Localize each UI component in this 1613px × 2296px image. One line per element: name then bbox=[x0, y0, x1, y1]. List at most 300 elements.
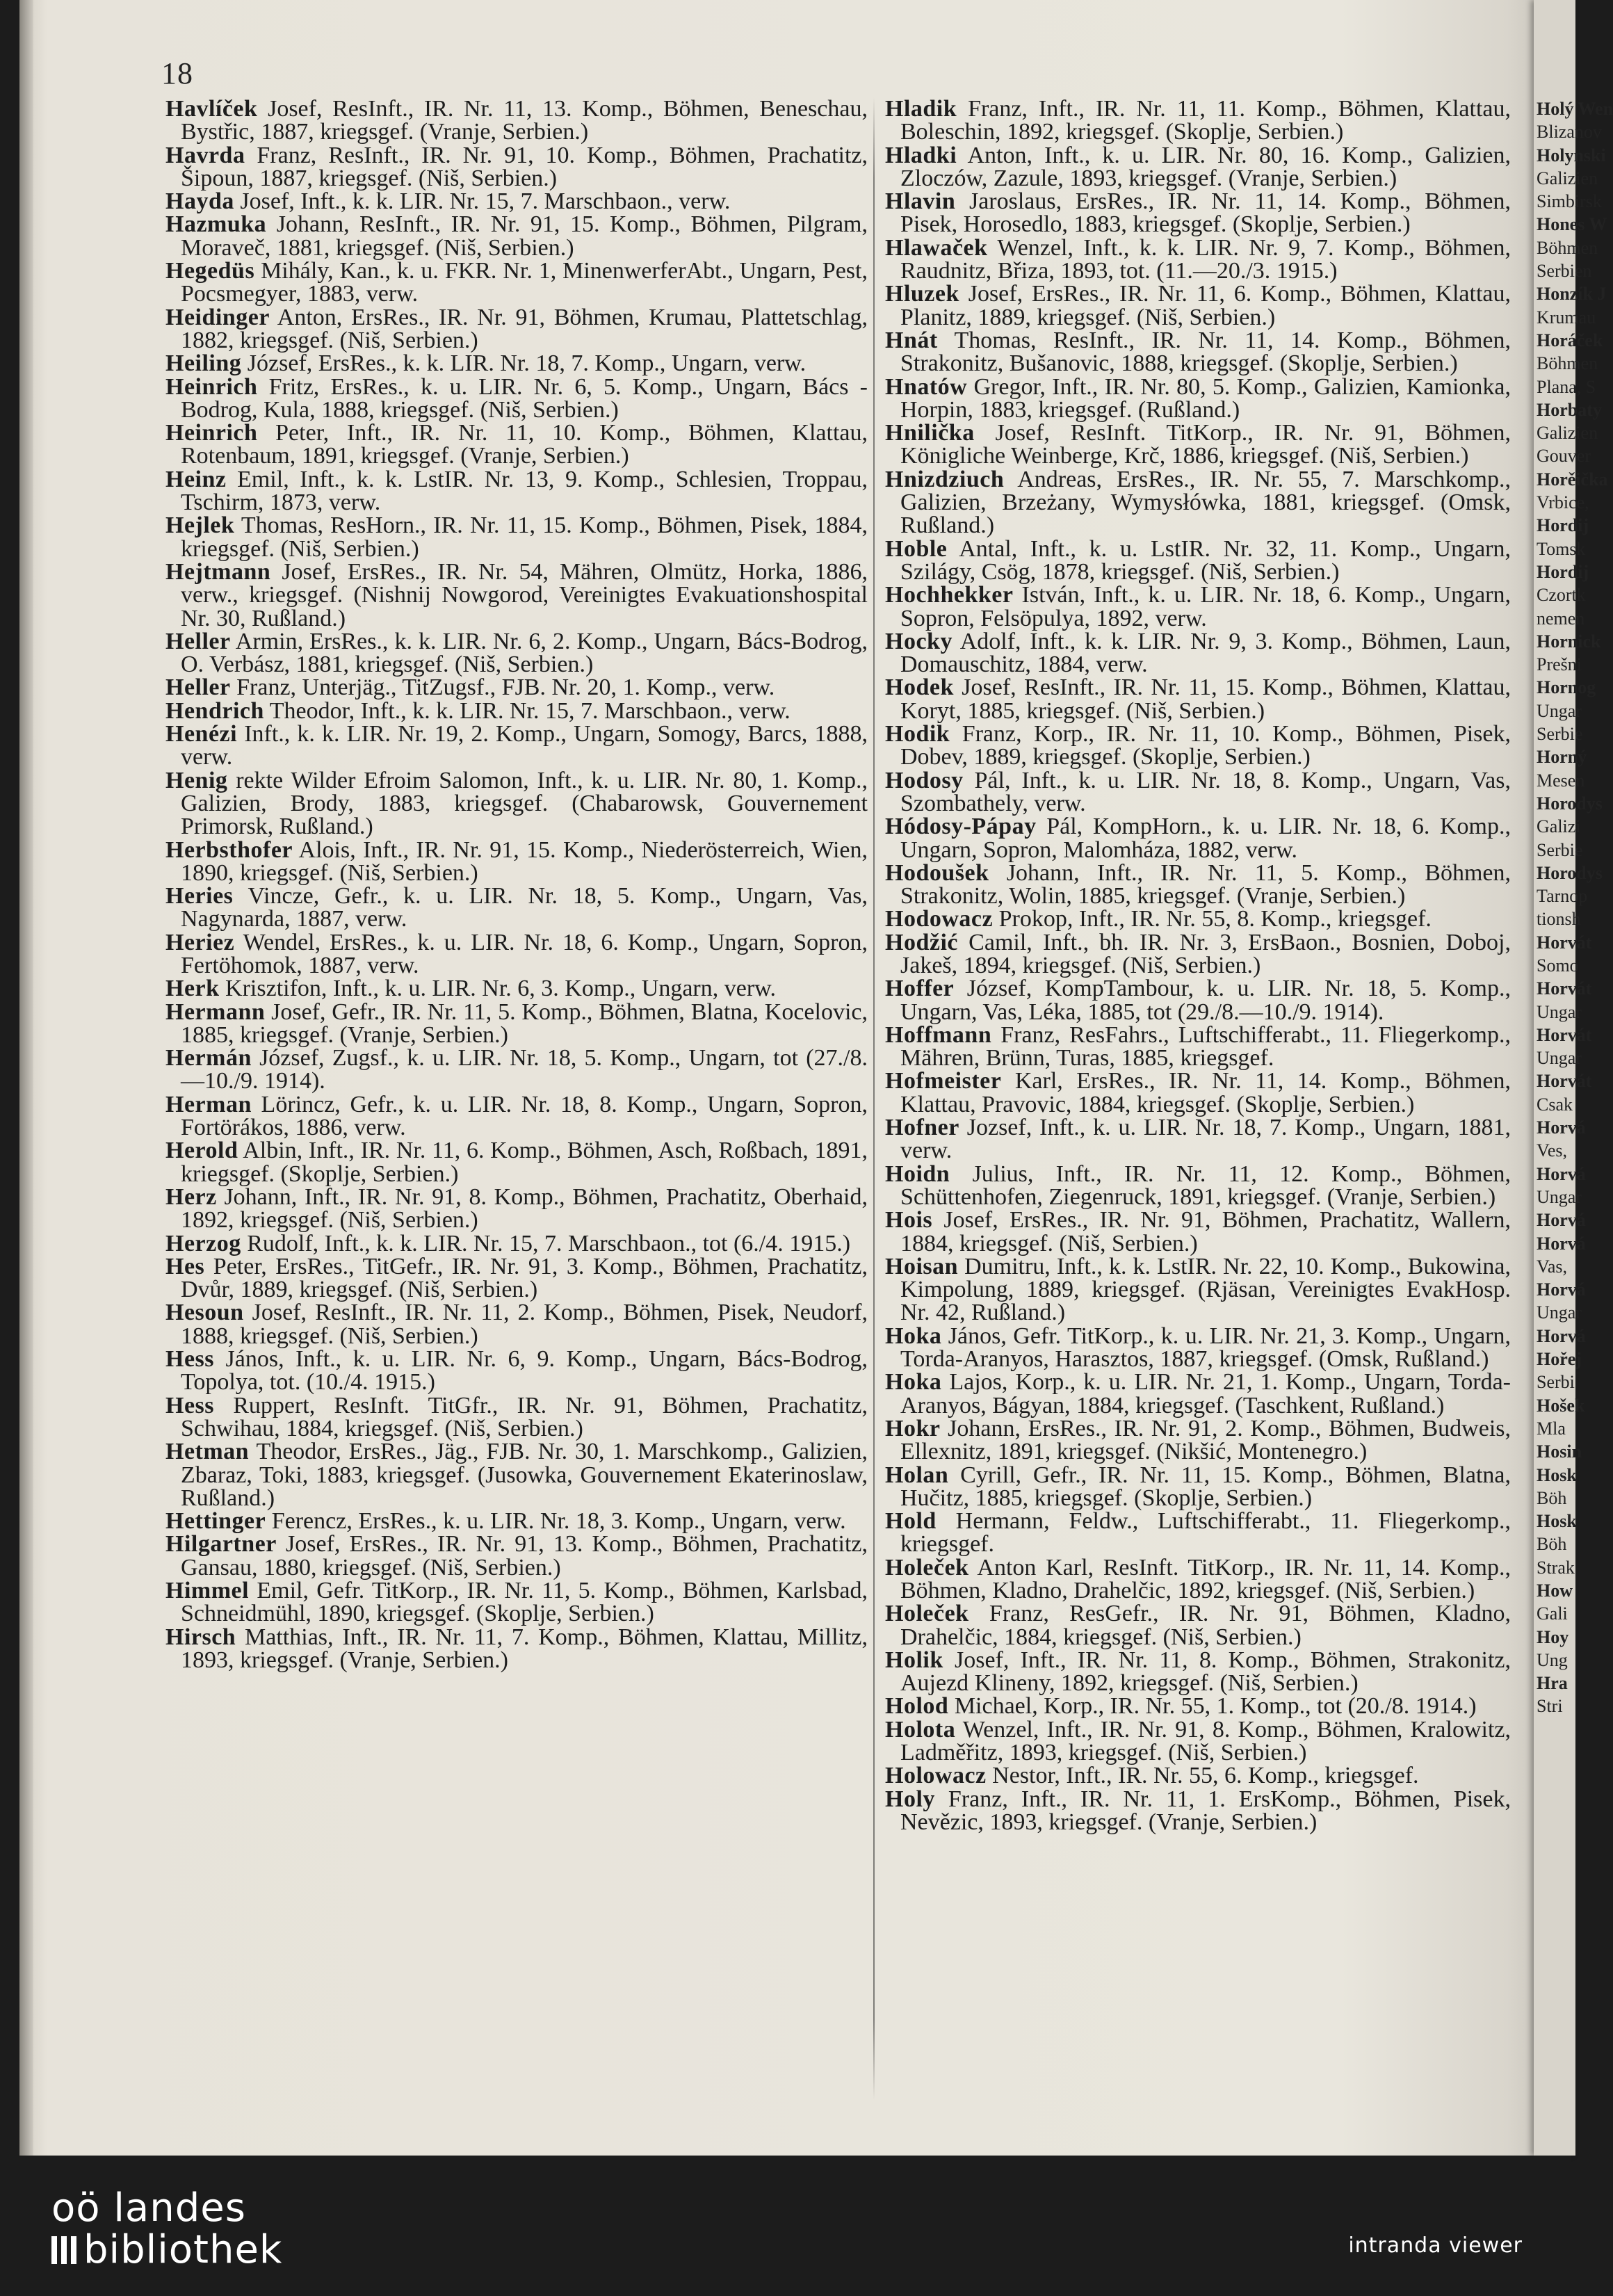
page-number: 18 bbox=[161, 56, 193, 90]
entry-surname: Hazmuka bbox=[165, 211, 267, 238]
entry-details: Franz, Inft., IR. Nr. 11, 11. Komp., Böhmen, Klattau, Boleschin, 1892, kriegsgef. (Skoplje, Serbien.) bbox=[900, 96, 1511, 145]
entry-details: Karl, ErsRes., IR. Nr. 11, 14. Komp., Böhmen, Klattau, Pravovic, 1884, kriegsgef. (Skoplje, Serbien.) bbox=[900, 1068, 1511, 1117]
adjacent-page-fragment: Ungar bbox=[1537, 1186, 1582, 1207]
entry-details: Anton, Inft., k. u. LIR. Nr. 80, 16. Komp., Galizien, Zloczów, Zazule, 1893, kriegsgef. (Vranje, Serbien.) bbox=[900, 142, 1511, 191]
adjacent-page-fragment: Ves, bbox=[1537, 1140, 1568, 1161]
entry-details: rekte Wilder Efroim Salomon, Inft., k. u. LIR. Nr. 80, 1. Komp., Galizien, Brody, 1883, kriegsgef. (Chabarowsk, Gouvernement Primorsk, Rußland.) bbox=[181, 767, 868, 840]
entry-details: Josef, ErsRes., IR. Nr. 11, 6. Komp., Böhmen, Klattau, Planitz, 1889, kriegsgef. (Niš, Serbien.) bbox=[900, 281, 1511, 330]
adjacent-page-fragment: Gali bbox=[1537, 1603, 1568, 1624]
adjacent-page-fragment: Hoy bbox=[1537, 1626, 1569, 1647]
entry-surname: Himmel bbox=[165, 1578, 250, 1603]
register-entry bbox=[165, 560, 868, 630]
register-entry bbox=[165, 421, 868, 468]
entry-surname: Heries bbox=[165, 883, 234, 909]
adjacent-page-fragment: Simbirsk bbox=[1537, 191, 1602, 212]
entry-details: Josef, ErsRes., IR. Nr. 91, 13. Komp., Böhmen, Prachatitz, Gansau, 1880, kriegsgef. (Niš, Serbien.) bbox=[181, 1531, 868, 1580]
entry-details: Fritz, ErsRes., k. u. LIR. Nr. 6, 5. Komp., Ungarn, Bács - Bodrog, Kula, 1888, kriegsgef. (Niš, Serbien.) bbox=[181, 373, 868, 423]
entry-surname: Hnát bbox=[885, 327, 938, 353]
entry-details: Adolf, Inft., k. k. LIR. Nr. 9, 3. Komp., Böhmen, Laun, Domauschitz, 1884, verw. bbox=[900, 628, 1511, 678]
register-entry bbox=[165, 144, 868, 191]
adjacent-page-fragment: Horvá bbox=[1537, 1117, 1586, 1138]
register-entry bbox=[885, 977, 1511, 1024]
register-entry bbox=[165, 1255, 868, 1302]
register-entry bbox=[885, 144, 1511, 191]
register-entry bbox=[885, 676, 1511, 722]
entry-details: Albin, Inft., IR. Nr. 11, 6. Komp., Böhmen, Asch, Roßbach, 1891, kriegsgef. (Skoplje, Serbien.) bbox=[181, 1138, 868, 1187]
register-entry bbox=[165, 836, 868, 886]
entry-details: Johann, Inft., IR. Nr. 91, 8. Komp., Böhmen, Prachatitz, Oberhaid, 1892, kriegsgef. (Niš, Serbien.) bbox=[181, 1183, 868, 1234]
entry-details: Matthias, Inft., IR. Nr. 11, 7. Komp., Böhmen, Klattau, Millitz, 1893, kriegsgef. (Vranje, Serbien.) bbox=[181, 1624, 868, 1673]
adjacent-page-fragment: Ung bbox=[1537, 1649, 1568, 1670]
register-entry bbox=[885, 421, 1511, 468]
column-divider bbox=[873, 97, 875, 2100]
register-entry bbox=[885, 375, 1511, 422]
adjacent-page-fragment: Hošek bbox=[1537, 1395, 1585, 1416]
entry-details: Vincze, Gefr., k. u. LIR. Nr. 18, 5. Komp., Ungarn, Vas, Nagynarda, 1887, verw. bbox=[181, 883, 868, 932]
entry-details: Anton Karl, ResInft. TitKorp., IR. Nr. 11, 14. Komp., Böhmen, Kladno, Drahelčic, 1892, kriegsgef. (Niš, Serbien.) bbox=[900, 1554, 1511, 1603]
entry-surname: Hoka bbox=[885, 1369, 942, 1396]
entry-details: Gregor, Inft., IR. Nr. 80, 5. Komp., Galizien, Kamionka, Horpin, 1883, kriegsgef. (Rußland.) bbox=[900, 373, 1511, 423]
adjacent-page-fragment: Serbie bbox=[1537, 839, 1583, 860]
register-entry bbox=[885, 1069, 1511, 1116]
entry-surname: Holowacz bbox=[885, 1763, 987, 1789]
entry-details: Lajos, Korp., k. u. LIR. Nr. 21, 1. Komp., Ungarn, Torda-Aranyos, Bágyan, 1884, kriegsgef. (Taschkent, Rußland.) bbox=[900, 1369, 1511, 1418]
entry-surname: Heriez bbox=[165, 929, 235, 955]
entry-surname: Hirsch bbox=[165, 1624, 236, 1650]
entry-surname: Hodik bbox=[885, 721, 950, 747]
entry-details: Johann, Inft., IR. Nr. 11, 5. Komp., Böhmen, Strakonitz, Wolin, 1885, kriegsgef. (Vranje, Serbien.) bbox=[900, 859, 1511, 909]
entry-surname: Hoidn bbox=[885, 1161, 950, 1187]
register-entry bbox=[165, 1510, 868, 1533]
entry-surname: Hodoušek bbox=[885, 859, 989, 886]
register-entry bbox=[165, 1232, 868, 1255]
adjacent-page-fragment: Gouver bbox=[1537, 446, 1591, 467]
adjacent-page-fragment: Ungar bbox=[1537, 700, 1582, 721]
register-entry bbox=[885, 583, 1511, 630]
entry-details: Josef, ResInft., IR. Nr. 11, 13. Komp., Böhmen, Beneschau, Bystřic, 1887, kriegsgef. (Vranje, Serbien.) bbox=[181, 96, 868, 145]
adjacent-page-fragment: Horvá bbox=[1537, 1233, 1586, 1254]
entry-surname: Hokr bbox=[885, 1415, 941, 1441]
adjacent-page-fragment: Ungar bbox=[1537, 1001, 1582, 1022]
entry-details: Theodor, ErsRes., Jäg., FJB. Nr. 30, 1. Marschkomp., Galizien, Zbaraz, Toki, 1883, kriegsgef. (Jusowka, Gouvernement Ekaterinoslaw, Rußland.) bbox=[181, 1439, 868, 1511]
register-entry bbox=[165, 1348, 868, 1394]
entry-surname: Hodek bbox=[885, 674, 954, 701]
register-entry bbox=[885, 1116, 1511, 1163]
adjacent-page-fragment: Böh bbox=[1537, 1534, 1567, 1555]
entry-surname: Henig bbox=[165, 767, 228, 793]
register-entry bbox=[885, 722, 1511, 769]
entry-details: István, Inft., k. u. LIR. Nr. 18, 6. Komp., Ungarn, Sopron, Felsöpulya, 1892, verw. bbox=[900, 582, 1511, 631]
adjacent-page-fragment: Horbaty bbox=[1537, 399, 1602, 420]
entry-details: Ruppert, ResInft. TitGfr., IR. Nr. 91, Böhmen, Prachatitz, Schwihau, 1884, kriegsgef. (Niš, Serbien.) bbox=[181, 1392, 868, 1441]
adjacent-page-fragment: Blizanov bbox=[1537, 122, 1602, 143]
library-logo[interactable] bbox=[51, 2185, 283, 2272]
register-entry bbox=[885, 907, 1511, 930]
entry-details: Josef, ResInft., IR. Nr. 11, 15. Komp., Böhmen, Klattau, Koryt, 1885, kriegsgef. (Niš, Serbien.) bbox=[900, 674, 1511, 724]
entry-surname: Hettinger bbox=[165, 1508, 266, 1535]
entry-surname: Holeček bbox=[885, 1601, 969, 1627]
register-entry bbox=[885, 468, 1511, 537]
adjacent-page-fragment: Strak bbox=[1537, 1557, 1575, 1578]
entry-surname: Heinz bbox=[165, 466, 227, 492]
adjacent-page-fragment: Czortk bbox=[1537, 585, 1586, 606]
entry-surname: Havlíček bbox=[165, 96, 258, 122]
register-entry bbox=[165, 1093, 868, 1140]
adjacent-page-fragment: Böhmen bbox=[1537, 237, 1598, 258]
register-entry bbox=[885, 630, 1511, 677]
register-entry bbox=[885, 1464, 1511, 1510]
register-entry bbox=[885, 931, 1511, 978]
register-entry bbox=[165, 514, 868, 560]
adjacent-page-fragment: Ungar bbox=[1537, 1048, 1582, 1069]
entry-details: Camil, Inft., bh. IR. Nr. 3, ErsBaon., Bosnien, Doboj, Jakeš, 1894, kriegsgef. (Niš, Serbien.) bbox=[900, 929, 1511, 978]
entry-details: Josef, ResInft. TitKorp., IR. Nr. 91, Böhmen, Königliche Weinberge, Krč, 1886, kriegsgef. (Niš, Serbien.) bbox=[900, 420, 1511, 469]
register-entry bbox=[165, 259, 868, 306]
entry-details: Krisztifon, Inft., k. u. LIR. Nr. 6, 3. Komp., Ungarn, verw. bbox=[219, 976, 776, 1002]
adjacent-page-fragment: Honzík J bbox=[1537, 284, 1607, 305]
register-entry bbox=[885, 1718, 1511, 1765]
entry-details: Franz, Inft., IR. Nr. 11, 1. ErsKomp., Böhmen, Pisek, Nevězic, 1893, kriegsgef. (Vranje, Serbien.) bbox=[900, 1786, 1511, 1835]
entry-details: Anton, ErsRes., IR. Nr. 91, Böhmen, Krumau, Plattetschlag, 1882, kriegsgef. (Niš, Serbien.) bbox=[181, 304, 868, 353]
entry-surname: Hendrich bbox=[165, 697, 264, 724]
register-entry bbox=[885, 1255, 1511, 1325]
entry-surname: Hois bbox=[885, 1207, 933, 1234]
register-entry bbox=[885, 1417, 1511, 1464]
register-entry bbox=[885, 97, 1511, 144]
register-entry bbox=[885, 769, 1511, 816]
adjacent-page-fragment: Vas, bbox=[1537, 1256, 1568, 1277]
entry-details: Jozsef, Inft., k. u. LIR. Nr. 18, 7. Komp., Ungarn, 1881, verw. bbox=[900, 1115, 1511, 1164]
register-entry bbox=[885, 236, 1511, 283]
entry-surname: Hoffmann bbox=[885, 1021, 992, 1048]
entry-details: Emil, Inft., k. k. LstIR. Nr. 13, 9. Komp., Schlesien, Troppau, Tschirm, 1873, verw. bbox=[181, 466, 868, 516]
entry-surname: Hódosy-Pápay bbox=[885, 814, 1037, 840]
logo-text-line2: bibliothek bbox=[83, 2227, 283, 2272]
adjacent-page-fragment: Mla bbox=[1537, 1418, 1566, 1439]
register-entry bbox=[885, 282, 1511, 329]
entry-surname: Hoffer bbox=[885, 976, 955, 1002]
adjacent-page-fragment: Horvát bbox=[1537, 978, 1592, 999]
entry-surname: Hermán bbox=[165, 1045, 252, 1072]
entry-surname: Hilgartner bbox=[165, 1531, 277, 1558]
entry-details: József, Zugsf., k. u. LIR. Nr. 18, 5. Komp., Ungarn, tot (27./8.—10./9. 1914). bbox=[181, 1045, 868, 1094]
entry-surname: Hocky bbox=[885, 628, 953, 654]
entry-details: József, KompTambour, k. u. LIR. Nr. 18, 5. Komp., Ungarn, Vas, Léka, 1885, tot (29./8.—10./9. 1914). bbox=[900, 976, 1511, 1025]
left-column bbox=[165, 97, 868, 1672]
adjacent-page-fragment: Hordij bbox=[1537, 561, 1589, 582]
adjacent-page-fragment: Mesen bbox=[1537, 770, 1585, 791]
entry-details: Johann, ResInft., IR. Nr. 91, 15. Komp., Böhmen, Pilgram, Moraveč, 1881, kriegsgef. (Niš, Serbien.) bbox=[181, 211, 868, 261]
register-entry bbox=[165, 1394, 868, 1441]
register-entry bbox=[165, 1579, 868, 1626]
entry-details: Nestor, Inft., IR. Nr. 55, 6. Komp., kriegsgef. bbox=[986, 1763, 1419, 1789]
register-entry bbox=[165, 1046, 868, 1093]
entry-details: Peter, ErsRes., TitGefr., IR. Nr. 91, 3. Komp., Böhmen, Prachatitz, Dvůr, 1889, kriegsgef. (Niš, Serbien.) bbox=[181, 1253, 868, 1303]
register-entry bbox=[165, 1533, 868, 1579]
adjacent-page-fragment: Galizien bbox=[1537, 423, 1598, 444]
adjacent-page-fragment: Böhmen bbox=[1537, 353, 1598, 374]
entry-details: Franz, ResFahrs., Luftschifferabt., 11. Fliegerkomp., Mähren, Brünn, Turas, 1885, kriegsgef. bbox=[900, 1021, 1511, 1072]
entry-surname: Hodowacz bbox=[885, 906, 994, 932]
entry-surname: Hlavin bbox=[885, 188, 956, 215]
adjacent-page-fragment: Böh bbox=[1537, 1487, 1567, 1508]
logo-bars-icon bbox=[51, 2236, 76, 2264]
register-entry bbox=[165, 697, 868, 724]
adjacent-page-fragment: Horěička bbox=[1537, 469, 1608, 490]
entry-surname: Havrda bbox=[165, 142, 245, 168]
adjacent-page-fragment: Horáček bbox=[1537, 330, 1603, 350]
register-entry bbox=[885, 859, 1511, 909]
register-entry bbox=[165, 931, 868, 978]
adjacent-page-fragment: Serbien bbox=[1537, 261, 1592, 282]
adjacent-page-fragment: Hra bbox=[1537, 1673, 1568, 1694]
entry-details: Armin, ErsRes., k. k. LIR. Nr. 6, 2. Komp., Ungarn, Bács-Bodrog, O. Verbász, 1881, kriegsgef. (Niš, Serbien.) bbox=[181, 628, 868, 678]
register-entry bbox=[885, 1602, 1511, 1649]
adjacent-page-fragment: Hořej bbox=[1537, 1349, 1582, 1370]
entry-details: Theodor, Inft., k. k. LIR. Nr. 15, 7. Marschbaon., verw. bbox=[264, 697, 791, 724]
entry-details: Franz, ResGefr., IR. Nr. 91, Böhmen, Kladno, Drahelčic, 1884, kriegsgef. (Niš, Serbien.) bbox=[900, 1601, 1511, 1650]
adjacent-page-fragment: nemen bbox=[1537, 608, 1585, 629]
entry-details: Pál, Inft., k. u. LIR. Nr. 18, 8. Komp., Ungarn, Vas, Szombathely, verw. bbox=[900, 767, 1511, 816]
entry-surname: Hnatów bbox=[885, 373, 968, 400]
register-entry bbox=[165, 676, 868, 699]
entry-surname: Hesoun bbox=[165, 1300, 244, 1326]
entry-details: János, Gefr. TitKorp., k. u. LIR. Nr. 21, 3. Komp., Ungarn, Torda-Aranyos, Harasztos, 1887, kriegsgef. (Omsk, Rußland.) bbox=[900, 1323, 1511, 1373]
adjacent-page-fragment: Serbi bbox=[1537, 1372, 1575, 1393]
entry-details: Hermann, Feldw., Luftschifferabt., 11. Fliegerkomp., kriegsgef. bbox=[900, 1508, 1511, 1558]
entry-surname: Hochhekker bbox=[885, 582, 1014, 608]
entry-details: Lörincz, Gefr., k. u. LIR. Nr. 18, 8. Komp., Ungarn, Sopron, Fortörákos, 1886, verw. bbox=[181, 1091, 868, 1141]
entry-details: Andreas, ErsRes., IR. Nr. 55, 7. Marschkomp., Galizien, Brzeżany, Wymysłówka, 1881, kriegsgef. (Omsk, Rußland.) bbox=[900, 466, 1511, 539]
adjacent-page-fragment: How bbox=[1537, 1580, 1573, 1601]
entry-surname: Heinrich bbox=[165, 420, 258, 446]
entry-details: Emil, Gefr. TitKorp., IR. Nr. 11, 5. Komp., Böhmen, Karlsbad, Schneidmühl, 1890, kriegsgef. (Skoplje, Serbien.) bbox=[181, 1578, 868, 1627]
adjacent-page-fragment: tionsh bbox=[1537, 909, 1581, 930]
register-entry bbox=[885, 1371, 1511, 1417]
entry-surname: Heidinger bbox=[165, 304, 270, 330]
entry-surname: Holy bbox=[885, 1786, 935, 1812]
adjacent-page-fragment: Hornick bbox=[1537, 631, 1601, 652]
entry-details: Dumitru, Inft., k. k. LstIR. Nr. 22, 10. Komp., Bukowina, Kimpolung, 1889, kriegsgef. (Rjäsan, Vereinigtes EvakHosp. Nr. 42, Rußland.) bbox=[900, 1253, 1511, 1326]
register-entry bbox=[885, 1556, 1511, 1603]
register-entry bbox=[885, 1510, 1511, 1556]
entry-surname: Hoisan bbox=[885, 1253, 959, 1279]
adjacent-page-fragment: Horvá bbox=[1537, 1279, 1586, 1300]
adjacent-page-fragment: Hornog bbox=[1537, 677, 1596, 698]
entry-details: Ferencz, ErsRes., k. u. LIR. Nr. 18, 3. Komp., Ungarn, verw. bbox=[266, 1508, 846, 1535]
entry-surname: Hetman bbox=[165, 1439, 250, 1465]
adjacent-page-fragment: Holý Wen bbox=[1537, 99, 1613, 119]
register-entry bbox=[165, 722, 868, 769]
entry-surname: Herk bbox=[165, 976, 220, 1002]
entry-surname: Hladki bbox=[885, 142, 957, 168]
register-entry bbox=[165, 977, 868, 1000]
adjacent-page-edge bbox=[1534, 0, 1613, 2156]
adjacent-page-fragment: Horvá bbox=[1537, 1210, 1586, 1231]
entry-details: Franz, Korp., IR. Nr. 11, 10. Komp., Böhmen, Pisek, Dobev, 1889, kriegsgef. (Skoplje, Serbien.) bbox=[900, 721, 1511, 770]
adjacent-page-fragment: Hones W bbox=[1537, 214, 1607, 235]
entry-surname: Herzog bbox=[165, 1230, 241, 1256]
register-entry bbox=[165, 1301, 868, 1348]
adjacent-page-fragment: Horodys bbox=[1537, 793, 1603, 814]
adjacent-page-fragment: Horvá bbox=[1537, 1325, 1586, 1346]
entry-surname: Heller bbox=[165, 674, 231, 701]
entry-details: Mihály, Kan., k. u. FKR. Nr. 1, MinenwerferAbt., Ungarn, Pest, Pocsmegyer, 1883, verw. bbox=[181, 258, 868, 307]
entry-details: Alois, Inft., IR. Nr. 91, 15. Komp., Niederösterreich, Wien, 1890, kriegsgef. (Niš, Serbien.) bbox=[181, 836, 868, 886]
register-entry bbox=[885, 1649, 1511, 1695]
entry-details: Josef, ResInft., IR. Nr. 11, 2. Komp., Böhmen, Pisek, Neudorf, 1888, kriegsgef. (Niš, Serbien.) bbox=[181, 1300, 868, 1349]
entry-details: János, Inft., k. u. LIR. Nr. 6, 9. Komp., Ungarn, Bács-Bodrog, Topolya, tot. (10./4. 1915.) bbox=[181, 1346, 868, 1396]
register-entry bbox=[165, 97, 868, 144]
register-entry bbox=[885, 815, 1511, 862]
entry-surname: Hluzek bbox=[885, 281, 959, 307]
entry-surname: Henézi bbox=[165, 721, 238, 747]
entry-details: Wenzel, Inft., k. k. LIR. Nr. 9, 7. Komp., Böhmen, Raudnitz, Břiza, 1893, tot. (11.—20./3. 1915.) bbox=[900, 234, 1511, 284]
entry-surname: Holan bbox=[885, 1462, 949, 1488]
adjacent-page-fragment: Tarnop bbox=[1537, 886, 1588, 907]
entry-surname: Hoka bbox=[885, 1323, 942, 1349]
entry-surname: Hodžić bbox=[885, 929, 958, 955]
entry-details: Josef, Inft., k. k. LIR. Nr. 15, 7. Marschbaon., verw. bbox=[234, 188, 731, 215]
register-entry bbox=[885, 1021, 1511, 1072]
entry-details: Michael, Korp., IR. Nr. 55, 1. Komp., tot (20./8. 1914.) bbox=[948, 1693, 1477, 1720]
register-entry bbox=[165, 213, 868, 259]
register-entry bbox=[885, 1693, 1511, 1720]
entry-surname: Hodosy bbox=[885, 767, 964, 793]
entry-surname: Heinrich bbox=[165, 373, 258, 400]
adjacent-page-fragment: Horvát bbox=[1537, 1071, 1592, 1092]
entry-surname: Hayda bbox=[165, 188, 234, 215]
adjacent-page-fragment: Horvá bbox=[1537, 1163, 1586, 1184]
entry-details: Franz, ResInft., IR. Nr. 91, 10. Komp., Böhmen, Prachatitz, Šipoun, 1887, kriegsgef. (Niš, Serbien.) bbox=[181, 142, 868, 191]
register-entry bbox=[885, 1325, 1511, 1371]
entry-details: Johann, ErsRes., IR. Nr. 91, 2. Komp., Böhmen, Budweis, Ellexnitz, 1891, kriegsgef. (Nikšić, Montenegro.) bbox=[900, 1415, 1511, 1465]
entry-surname: Holeček bbox=[885, 1554, 969, 1580]
scanned-page bbox=[19, 0, 1613, 2156]
entry-details: Josef, Gefr., IR. Nr. 11, 5. Komp., Böhmen, Blatna, Kocelovic, 1885, kriegsgef. (Vranje, Serbien.) bbox=[181, 999, 868, 1048]
entry-details: Rudolf, Inft., k. k. LIR. Nr. 15, 7. Marschbaon., tot (6./4. 1915.) bbox=[241, 1230, 851, 1256]
logo-text-line1: oö landes bbox=[51, 2185, 246, 2231]
register-entry bbox=[885, 1764, 1511, 1787]
register-entry bbox=[165, 1139, 868, 1186]
entry-details: Thomas, ResInft., IR. Nr. 11, 14. Komp., Böhmen, Strakonitz, Bušanovic, 1888, kriegsgef. (Skoplje, Serbien.) bbox=[900, 327, 1511, 377]
entry-details: Antal, Inft., k. u. LstIR. Nr. 32, 11. Komp., Ungarn, Szilágy, Csög, 1878, kriegsgef. (Niš, Serbien.) bbox=[900, 535, 1511, 585]
adjacent-page-fragment: Serbie bbox=[1537, 724, 1583, 745]
adjacent-page-fragment: Stri bbox=[1537, 1696, 1563, 1717]
adjacent-page-fragment: Holynski bbox=[1537, 145, 1606, 165]
viewer-name: intranda viewer bbox=[1348, 2233, 1523, 2258]
entry-surname: Hlawaček bbox=[885, 234, 988, 261]
adjacent-page-fragment: Hosin bbox=[1537, 1441, 1582, 1462]
register-entry bbox=[885, 1788, 1511, 1834]
adjacent-page-fragment: Galizien bbox=[1537, 168, 1598, 188]
entry-surname: Hofmeister bbox=[885, 1068, 1002, 1094]
adjacent-page-text bbox=[1534, 0, 1613, 1718]
adjacent-page-fragment: Somo bbox=[1537, 955, 1579, 976]
adjacent-page-fragment: Horodys bbox=[1537, 862, 1603, 883]
register-entry bbox=[885, 329, 1511, 375]
entry-surname: Hejtmann bbox=[165, 558, 271, 585]
register-entry bbox=[165, 884, 868, 931]
entry-surname: Holod bbox=[885, 1693, 949, 1720]
register-entry bbox=[165, 468, 868, 515]
register-entry bbox=[165, 1626, 868, 1672]
entry-details: Cyrill, Gefr., IR. Nr. 11, 15. Komp., Böhmen, Blatna, Hučitz, 1885, kriegsgef. (Skoplje, Serbien.) bbox=[900, 1462, 1511, 1511]
entry-details: Pál, KompHorn., k. u. LIR. Nr. 18, 6. Komp., Ungarn, Sopron, Malomháza, 1882, verw. bbox=[900, 814, 1511, 863]
entry-surname: Hejlek bbox=[165, 512, 235, 539]
adjacent-page-fragment: Galizi bbox=[1537, 816, 1581, 837]
adjacent-page-fragment: Horvát bbox=[1537, 1024, 1592, 1045]
entry-surname: Hladik bbox=[885, 96, 957, 122]
entry-surname: Herold bbox=[165, 1138, 238, 1164]
entry-details: Jaroslaus, ErsRes., IR. Nr. 11, 14. Komp., Böhmen, Pisek, Horosedlo, 1883, kriegsgef. (Skoplje, Serbien.) bbox=[900, 188, 1511, 238]
right-column bbox=[885, 97, 1511, 1834]
entry-details: Julius, Inft., IR. Nr. 11, 12. Komp., Böhmen, Schüttenhofen, Ziegenruck, 1891, kriegsgef. (Vranje, Serbien.) bbox=[900, 1161, 1511, 1210]
register-entry bbox=[165, 352, 868, 375]
register-entry bbox=[165, 190, 868, 213]
register-entry bbox=[885, 190, 1511, 236]
entry-surname: Hnizdziuch bbox=[885, 466, 1005, 492]
page-spine-shadow bbox=[19, 0, 33, 2156]
entry-surname: Hnilička bbox=[885, 420, 975, 446]
entry-details: Thomas, ResHorn., IR. Nr. 11, 15. Komp., Böhmen, Pisek, 1884, kriegsgef. (Niš, Serbien.) bbox=[181, 512, 868, 562]
entry-surname: Heiling bbox=[165, 350, 242, 377]
adjacent-page-fragment: Horný bbox=[1537, 747, 1587, 768]
entry-details: Josef, ErsRes., IR. Nr. 54, Mähren, Olmütz, Horka, 1886, verw., kriegsgef. (Nishnij Nowgorod, Vereinigtes Evakuationshospital Nr. 30, Rußland.) bbox=[181, 558, 868, 631]
logo-text-line2-wrap bbox=[51, 2229, 282, 2271]
entry-surname: Hofner bbox=[885, 1115, 959, 1141]
entry-details: Wendel, ErsRes., k. u. LIR. Nr. 18, 6. Komp., Ungarn, Sopron, Fertöhomok, 1887, verw. bbox=[181, 929, 868, 978]
entry-surname: Hoble bbox=[885, 535, 948, 562]
entry-surname: Hermann bbox=[165, 999, 266, 1025]
adjacent-page-fragment: Ungar bbox=[1537, 1302, 1582, 1323]
entry-surname: Herz bbox=[165, 1183, 217, 1210]
adjacent-page-fragment: Plana, S bbox=[1537, 376, 1596, 397]
adjacent-page-fragment: Vrbice, bbox=[1537, 492, 1589, 513]
adjacent-page-fragment: Horvát bbox=[1537, 932, 1592, 953]
entry-details: Peter, Inft., IR. Nr. 11, 10. Komp., Böhmen, Klattau, Rotenbaum, 1891, kriegsgef. (Vranje, Serbien.) bbox=[181, 420, 868, 469]
entry-surname: Herman bbox=[165, 1091, 252, 1117]
entry-details: Franz, Unterjäg., TitZugsf., FJB. Nr. 20, 1. Komp., verw. bbox=[230, 674, 775, 701]
register-entry bbox=[165, 1001, 868, 1047]
entry-surname: Hess bbox=[165, 1392, 214, 1418]
register-entry bbox=[165, 1183, 868, 1234]
register-entry bbox=[165, 375, 868, 422]
entry-details: Josef, Inft., IR. Nr. 11, 8. Komp., Böhmen, Strakonitz, Aujezd Klineny, 1892, kriegsgef. (Niš, Serbien.) bbox=[900, 1647, 1511, 1697]
entry-details: Josef, ErsRes., IR. Nr. 91, Böhmen, Prachatitz, Wallern, 1884, kriegsgef. (Niš, Serbien.) bbox=[900, 1207, 1511, 1256]
register-entry bbox=[165, 630, 868, 677]
adjacent-page-fragment: Prešni bbox=[1537, 654, 1582, 675]
register-entry bbox=[165, 1440, 868, 1510]
entry-details: Prokop, Inft., IR. Nr. 55, 8. Komp., kriegsgef. bbox=[993, 906, 1432, 932]
adjacent-page-fragment: Tomsk bbox=[1537, 538, 1586, 559]
register-entry bbox=[165, 306, 868, 353]
register-entry bbox=[885, 537, 1511, 584]
entry-surname: Hes bbox=[165, 1253, 205, 1279]
entry-details: Inft., k. k. LIR. Nr. 19, 2. Komp., Ungarn, Somogy, Barcs, 1888, verw. bbox=[181, 721, 868, 770]
adjacent-page-fragment: Krumau bbox=[1537, 307, 1596, 328]
entry-surname: Hold bbox=[885, 1508, 937, 1535]
register-entry bbox=[885, 1163, 1511, 1209]
entry-surname: Holik bbox=[885, 1647, 943, 1673]
adjacent-page-fragment: Hordij bbox=[1537, 515, 1589, 536]
entry-surname: Hegedüs bbox=[165, 258, 255, 284]
adjacent-page-fragment: Hosk bbox=[1537, 1464, 1577, 1485]
viewer-footer bbox=[0, 2156, 1571, 2296]
register-entry bbox=[885, 1208, 1511, 1255]
adjacent-page-fragment: Hosk bbox=[1537, 1511, 1577, 1532]
entry-details: Wenzel, Inft., IR. Nr. 91, 8. Komp., Böhmen, Kralowitz, Ladměřitz, 1893, kriegsgef. (Niš, Serbien.) bbox=[900, 1716, 1511, 1766]
